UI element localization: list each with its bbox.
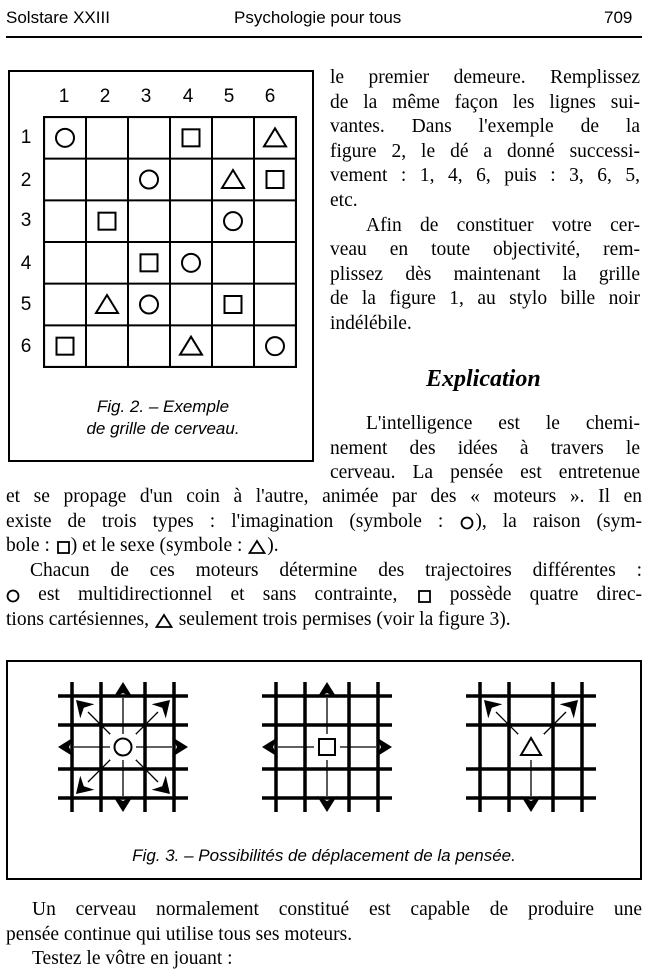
triangle-symbol-icon — [247, 538, 267, 554]
triangle-symbol-icon — [180, 337, 202, 355]
circle-symbol-icon — [6, 587, 20, 603]
triangle-movement-grid — [466, 682, 596, 812]
text-line — [6, 534, 642, 559]
col-header: 6 — [264, 86, 276, 107]
col-header: 5 — [223, 86, 235, 107]
triangle-symbol-icon — [154, 612, 174, 628]
text-fragment: existe de trois types : l'imagination (symbole : — [6, 510, 460, 532]
triangle-symbol-icon — [96, 295, 118, 313]
row-header: 3 — [20, 210, 32, 231]
circle-symbol-icon — [266, 337, 284, 355]
text-line: indélébile. — [330, 312, 412, 334]
running-header-left: Solstare XXIII — [6, 8, 110, 27]
text-line — [6, 608, 642, 633]
row-header: 2 — [20, 170, 32, 191]
circle-symbol-icon — [140, 171, 158, 189]
figure-2-caption-line: Fig. 2. – Exemple — [96, 397, 230, 416]
circle-symbol-icon — [56, 129, 74, 147]
header-rule — [6, 36, 642, 38]
text-fragment: ). — [267, 535, 279, 557]
circle-movement-grid — [58, 682, 188, 812]
square-symbol-icon — [57, 338, 74, 355]
col-header: 2 — [99, 86, 111, 107]
text-line: Chacun de ces moteurs détermine des trajectoires différentes : — [30, 559, 642, 581]
row-header: 5 — [20, 294, 32, 315]
text-line: vement : 1, 4, 6, puis : 3, 6, 5, — [330, 165, 640, 187]
text-line: etc. — [330, 189, 358, 211]
text-fragment: ), la raison (sym- — [475, 510, 642, 532]
circle-symbol-icon — [459, 514, 475, 530]
text-line: de la même façon les lignes sui- — [330, 91, 640, 113]
figure-3-caption: Fig. 3. – Possibilités de déplacement de la pensée. — [132, 846, 516, 865]
triangle-symbol-icon — [222, 170, 244, 188]
text-line: pensée continue qui utilise tous ses moteurs. — [6, 923, 353, 945]
col-header: 1 — [58, 86, 70, 107]
text-line: plissez dès maintenant la grille — [330, 263, 640, 285]
explication-text — [330, 412, 640, 486]
text-line: figure 2, le dé a donné successi- — [330, 140, 640, 162]
footer-paragraph — [6, 898, 642, 972]
brain-grid — [43, 116, 297, 368]
square-symbol-icon — [225, 296, 242, 313]
text-line — [6, 510, 642, 535]
text-line: de la figure 1, au stylo bille noir — [330, 288, 640, 310]
figure-2-caption-line: de grille de cerveau. — [86, 419, 240, 438]
text-line: vantes. Dans l'exemple de la — [330, 116, 640, 138]
right-column-text — [330, 66, 640, 337]
text-fragment: bole : — [6, 535, 55, 557]
circle-symbol-icon — [140, 296, 158, 314]
text-line: L'intelligence est le chemi- — [366, 413, 640, 434]
text-line: le premier demeure. Remplissez — [330, 67, 640, 88]
figure-3-diagram — [6, 674, 642, 834]
col-header: 4 — [182, 86, 194, 107]
triangle-symbol-icon — [264, 128, 286, 146]
running-header-title: Psychologie pour tous — [234, 8, 402, 27]
text-line — [6, 583, 642, 608]
text-fragment: tions cartésiennes, — [6, 608, 154, 630]
square-symbol-icon — [267, 171, 284, 188]
circle-motor-icon — [115, 739, 132, 756]
row-header: 1 — [20, 127, 32, 148]
circle-symbol-icon — [182, 254, 200, 272]
text-fragment: est multidirectionnel et sans contrainte, — [20, 584, 416, 606]
body-paragraph — [6, 485, 642, 633]
page-number: 709 — [604, 8, 633, 27]
square-motor-icon — [319, 739, 335, 755]
text-line: et se propage d'un coin à l'autre, animée par des « moteurs ». Il en — [6, 486, 642, 507]
col-header: 3 — [140, 86, 152, 107]
square-symbol-icon — [55, 538, 71, 554]
text-line: veau en toute objectivité, rem- — [330, 239, 640, 261]
row-header: 4 — [20, 253, 32, 274]
circle-symbol-icon — [224, 212, 242, 230]
text-line: Afin de constituer votre cer- — [366, 214, 640, 236]
row-header: 6 — [20, 336, 32, 357]
text-fragment: possède quatre direc- — [431, 584, 642, 606]
square-movement-grid — [262, 682, 392, 812]
text-line: cerveau. La pensée est entretenue — [330, 462, 640, 484]
square-symbol-icon — [183, 129, 200, 146]
text-line: Testez le vôtre en jouant : — [32, 948, 233, 970]
text-fragment: ) et le sexe (symbole : — [70, 535, 248, 557]
text-line: nement des idées à travers le — [330, 437, 640, 459]
section-title: Explication — [426, 366, 541, 392]
square-symbol-icon — [416, 587, 432, 603]
square-symbol-icon — [99, 213, 116, 230]
figure-2-caption — [40, 396, 286, 440]
square-symbol-icon — [141, 254, 158, 271]
text-line: Un cerveau normalement constitué est capable de produire une — [32, 899, 642, 920]
text-fragment: seulement trois permises (voir la figure 3). — [173, 608, 511, 630]
